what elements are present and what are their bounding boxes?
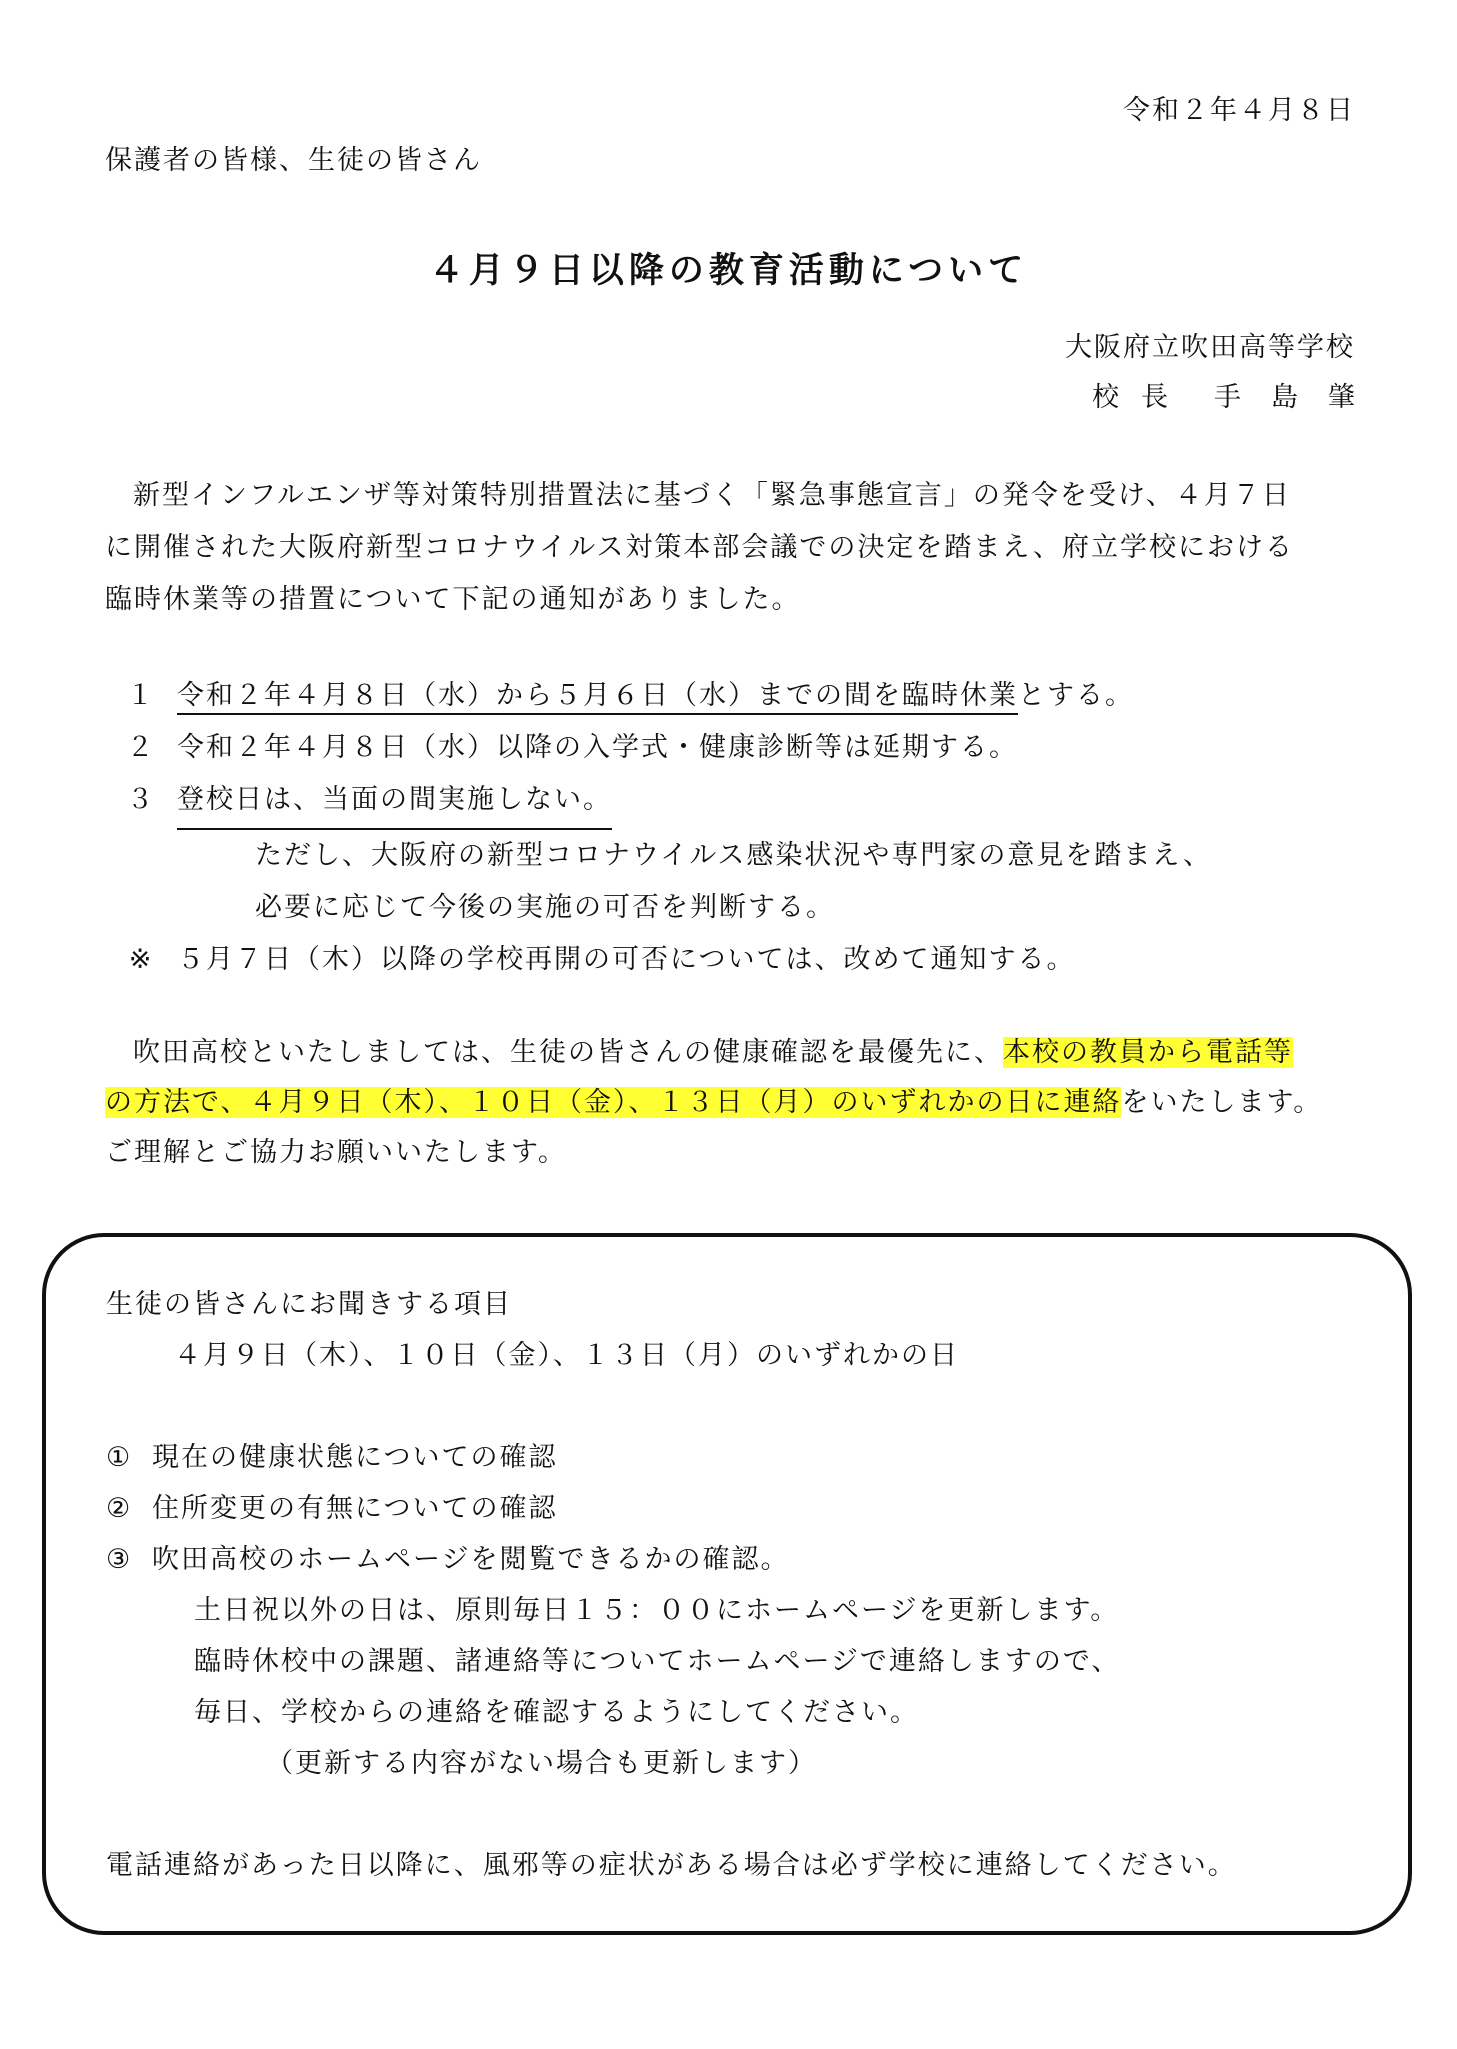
- contact-line-2: [105, 1078, 1365, 1128]
- box-heading: 生徒の皆さんにお聞きする項目: [106, 1289, 512, 1320]
- list-number: ３: [126, 784, 156, 815]
- circled-number: ③: [106, 1544, 133, 1575]
- intro-line-1: 新型インフルエンザ等対策特別措置法に基づく「緊急事態宣言」の発令を受け、４月７日: [133, 480, 1291, 511]
- note-text: ５月７日（木）以降の学校再開の可否については、改めて通知する。: [177, 944, 1076, 975]
- box-footer: 電話連絡があった日以降に、風邪等の症状がある場合は必ず学校に連絡してください。: [106, 1850, 1237, 1881]
- circled-number: ②: [106, 1493, 133, 1524]
- list-item: [105, 670, 1365, 722]
- box-dates: ４月９日（木）、１０日（金）、１３日（月）のいずれかの日: [174, 1340, 959, 1371]
- questions-box: [42, 1233, 1412, 1935]
- questions-box-content: [106, 1279, 1366, 1891]
- circled-number: ①: [106, 1442, 133, 1473]
- underlined-text: 令和２年４月８日（水）から５月６日（水）までの間を臨時休業: [177, 680, 1018, 715]
- principal-signature: [1092, 375, 1385, 414]
- principal-name: 手島肇: [1214, 382, 1385, 413]
- contact-line-1: [105, 1028, 1365, 1078]
- spacer: [106, 1381, 1366, 1432]
- box-item: [106, 1432, 1366, 1483]
- box-detail-2: 臨時休校中の課題、諸連絡等についてホームページで連絡しますので、: [194, 1646, 1121, 1677]
- measures-list: [105, 670, 1365, 986]
- document-date: 令和２年４月８日: [1123, 95, 1355, 126]
- contact-paragraph: [105, 1028, 1365, 1178]
- intro-line-2: に開催された大阪府新型コロナウイルス対策本部会議での決定を踏まえ、府立学校における: [105, 532, 1294, 563]
- contact-line-3: ご理解とご協力お願いいたします。: [105, 1137, 567, 1168]
- intro-paragraph: [105, 470, 1365, 626]
- list-item: [105, 722, 1365, 774]
- box-item: [106, 1483, 1366, 1534]
- list-text: とする。: [1018, 680, 1134, 711]
- spacer: [106, 1789, 1366, 1840]
- box-item-text: 現在の健康状態についての確認: [152, 1442, 558, 1473]
- contact-text: をいたします。: [1121, 1087, 1323, 1118]
- principal-role: 校長: [1092, 382, 1190, 413]
- list-text: 令和２年４月８日（水）以降の入学式・健康診断等は延期する。: [177, 732, 1018, 763]
- list-number: ２: [126, 732, 156, 763]
- box-item-text: 住所変更の有無についての確認: [152, 1493, 558, 1524]
- list-number: １: [126, 680, 156, 711]
- highlighted-text: 本校の教員から電話等: [1003, 1037, 1293, 1068]
- list-note: [105, 934, 1365, 986]
- underlined-text: 登校日は、当面の間実施しない。: [177, 774, 612, 830]
- box-item: [106, 1534, 1366, 1585]
- document-title: ４月９日以降の教育活動について: [428, 251, 1029, 291]
- box-detail-4: （更新する内容がない場合も更新します）: [266, 1748, 817, 1779]
- list-subtext-2: 必要に応じて今後の実施の可否を判断する。: [255, 892, 835, 923]
- note-mark: ※: [128, 944, 154, 975]
- contact-text: 吹田高校といたしましては、生徒の皆さんの健康確認を最優先に、: [133, 1037, 1003, 1068]
- box-detail-3: 毎日、学校からの連絡を確認するようにしてください。: [194, 1697, 919, 1728]
- highlighted-text: の方法で、４月９日（木）、１０日（金）、１３日（月）のいずれかの日に連絡: [105, 1087, 1122, 1118]
- box-detail-1: 土日祝以外の日は、原則毎日１５：００にホームページを更新します。: [194, 1595, 1120, 1626]
- list-subtext-1: ただし、大阪府の新型コロナウイルス感染状況や専門家の意見を踏まえ、: [255, 840, 1212, 871]
- list-item: [105, 774, 1365, 830]
- intro-line-3: 臨時休業等の措置について下記の通知がありました。: [105, 584, 801, 615]
- addressee: 保護者の皆様、生徒の皆さん: [105, 145, 482, 176]
- box-item-text: 吹田高校のホームページを閲覧できるかの確認。: [152, 1544, 790, 1575]
- school-name: 大阪府立吹田高等学校: [1065, 332, 1355, 363]
